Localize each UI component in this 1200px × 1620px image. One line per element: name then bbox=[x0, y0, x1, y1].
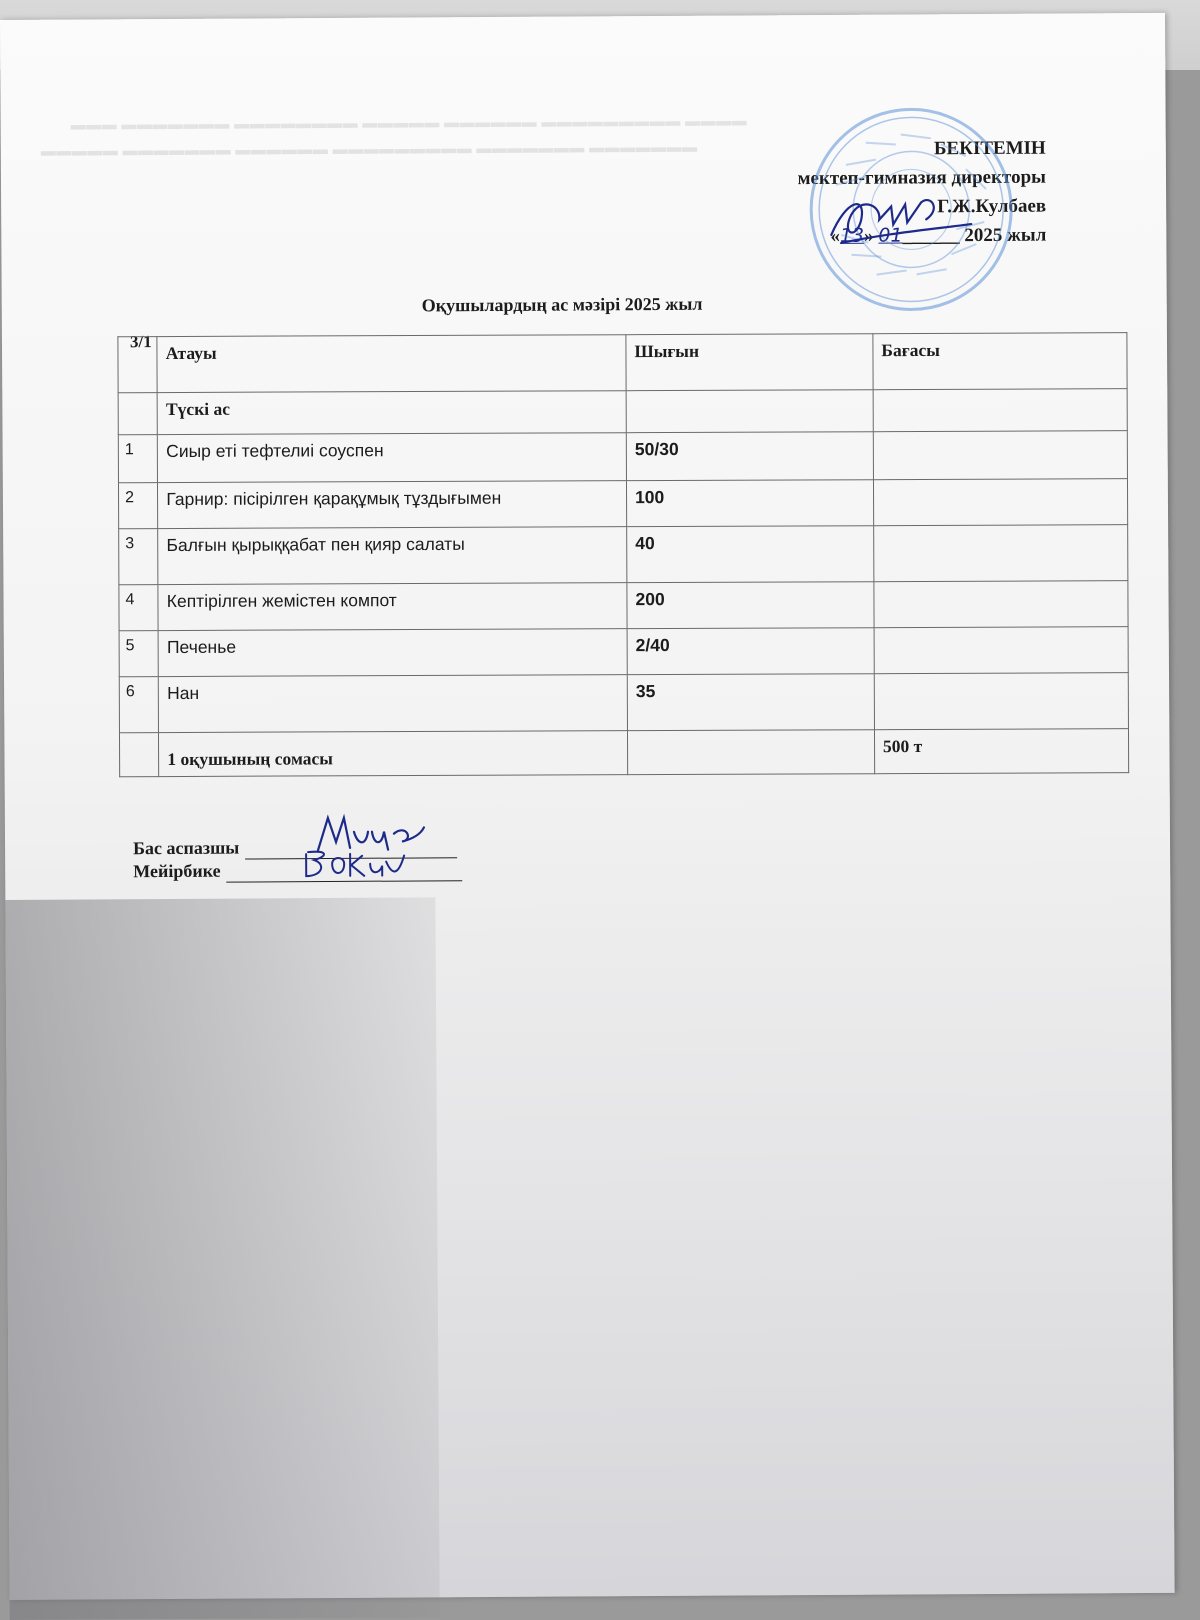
nurse-signature bbox=[300, 846, 410, 883]
row-price bbox=[874, 673, 1128, 730]
bleed-through-text: ▬▬▬▬▬ ▬▬▬▬▬▬▬ ▬▬▬▬▬▬ ▬▬▬▬▬▬▬▬▬ ▬▬▬▬▬▬▬ ▬▬▬▬▬▬▬ bbox=[40, 139, 698, 160]
table-row bbox=[118, 479, 1127, 529]
approval-month: 01 bbox=[878, 224, 903, 247]
row-number: 4 bbox=[119, 585, 158, 631]
row-number: 1 bbox=[118, 435, 157, 483]
table-row bbox=[118, 431, 1127, 483]
page-number: 3/1 bbox=[129, 332, 152, 352]
row-price bbox=[874, 525, 1128, 582]
total-price: 500 т bbox=[874, 729, 1128, 774]
director-signature bbox=[821, 184, 981, 255]
approval-year: 2025 жыл bbox=[964, 224, 1047, 247]
total-label: 1 оқушының сомасы bbox=[159, 731, 628, 777]
table-header-row bbox=[118, 333, 1127, 393]
row-price bbox=[874, 627, 1128, 674]
row-number: 2 bbox=[118, 483, 157, 529]
row-output: 35 bbox=[627, 674, 874, 731]
row-output: 2/40 bbox=[627, 628, 874, 675]
nurse-label: Мейірбике bbox=[133, 860, 221, 882]
row-name: Сиыр еті тефтелиі соуспен bbox=[158, 433, 627, 483]
approval-day: 13 bbox=[839, 224, 865, 247]
approval-position: мектеп-гимназия директоры bbox=[797, 166, 1047, 190]
header-name: Атауы bbox=[157, 335, 626, 393]
nurse-signature-line bbox=[133, 858, 463, 883]
bleed-through-text: ▬▬▬ ▬▬▬▬▬▬▬ ▬▬▬▬▬▬▬▬ ▬▬▬▬▬ ▬▬▬▬▬▬ ▬▬▬▬▬▬▬▬▬ ▬▬▬▬ bbox=[70, 113, 748, 134]
row-name: Гарнир: пісірілген қарақұмық тұздығымен bbox=[158, 481, 627, 529]
menu-table bbox=[117, 332, 1129, 777]
row-output: 40 bbox=[627, 526, 874, 583]
row-name: Кептірілген жемістен компот bbox=[158, 583, 627, 631]
row-price bbox=[874, 581, 1128, 628]
header-price: Бағасы bbox=[873, 333, 1127, 390]
row-output: 100 bbox=[626, 480, 873, 527]
document-title: Оқушылардың ас мәзірі 2025 жыл bbox=[421, 293, 703, 316]
table-row bbox=[119, 673, 1128, 733]
row-price bbox=[873, 431, 1127, 480]
table-row bbox=[119, 581, 1128, 631]
header-output: Шығын bbox=[626, 334, 873, 391]
chef-label: Бас аспазшы bbox=[133, 837, 240, 859]
header-number-cell bbox=[118, 337, 158, 393]
row-number: 3 bbox=[119, 529, 159, 585]
section-label: Түскі ас bbox=[157, 391, 626, 435]
table-row bbox=[119, 627, 1128, 677]
section-row bbox=[118, 389, 1127, 435]
table-row bbox=[119, 525, 1128, 585]
approval-date: «13» 01______ 2025 жыл bbox=[830, 224, 1047, 247]
row-output: 200 bbox=[627, 582, 874, 629]
approval-name: Г.Ж.Кулбаев bbox=[937, 195, 1047, 218]
row-name: Печенье bbox=[158, 629, 627, 677]
row-output: 50/30 bbox=[626, 432, 873, 481]
row-number: 5 bbox=[119, 631, 158, 677]
row-name: Балғын қырыққабат пен қияр салаты bbox=[158, 527, 627, 585]
approval-heading: БЕКІТЕМІН bbox=[933, 137, 1046, 160]
total-row bbox=[119, 729, 1128, 777]
shadow-overlay bbox=[5, 897, 439, 1620]
row-number: 6 bbox=[119, 677, 159, 733]
row-name: Нан bbox=[159, 675, 628, 733]
row-price bbox=[873, 479, 1127, 526]
document-page bbox=[0, 13, 1175, 1600]
